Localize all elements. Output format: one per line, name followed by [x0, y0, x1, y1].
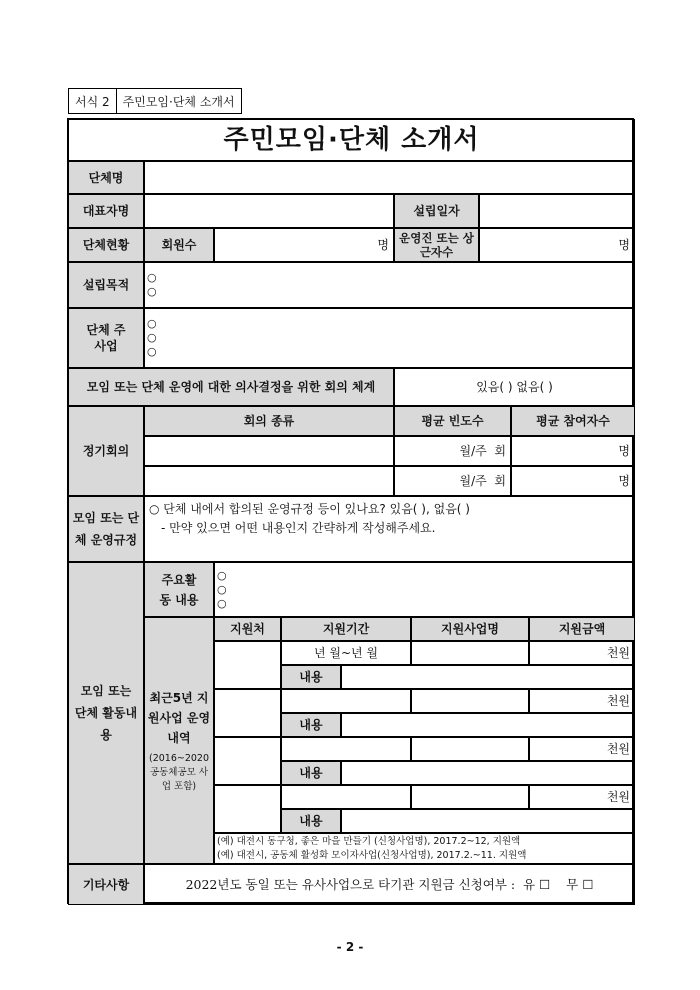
frequency-field[interactable]: 월/주 회 [394, 436, 511, 466]
person-unit: 명 [377, 238, 389, 252]
label-support-amount: 지원금액 [529, 617, 635, 641]
label-activities: 모임 또는 단체 활동내용 [68, 562, 144, 864]
circle-bullet: ○ [217, 596, 227, 610]
label-support-history: 최근5년 지원사업 운영내역 [147, 690, 211, 745]
founding-date-field[interactable] [479, 194, 635, 228]
support-period-field[interactable] [281, 737, 411, 761]
project-name-field[interactable] [411, 737, 529, 761]
label-regular-meeting: 정기회의 [68, 406, 144, 496]
label-main-project: 단체 주사업 [68, 308, 144, 368]
label-status: 단체현황 [68, 228, 144, 262]
support-period-field[interactable]: 년 월~년 월 [281, 641, 411, 665]
circle-bullet: ○ [147, 331, 157, 344]
support-amount-field[interactable]: 천원 [529, 641, 635, 665]
label-etc: 기타사항 [68, 864, 144, 905]
meeting-type-field[interactable] [144, 436, 394, 466]
form-frame [67, 118, 634, 904]
label-avg-participants: 평균 참여자수 [511, 406, 635, 436]
label-content: 내용 [281, 761, 341, 785]
support-history-note: (2016~2020 공동체공모 사업 포함) [148, 752, 210, 792]
rules-question: ○ 단체 내에서 합의된 운영규정 등이 있나요? 있음( ), 없음( ) [149, 502, 470, 516]
etc-field[interactable]: 2022년도 동일 또는 유사사업으로 타기관 지원금 신청여부 : 유 ☐ 무 ☐ [144, 864, 635, 905]
representative-field[interactable] [144, 194, 394, 228]
content-field[interactable] [341, 665, 635, 689]
participants-field[interactable] [511, 436, 635, 466]
page-title: 주민모임·단체 소개서 [68, 119, 635, 161]
label-main-activities: 주요활동 내용 [144, 562, 214, 617]
label-group-name: 단체명 [68, 161, 144, 194]
label-supporter: 지원처 [214, 617, 281, 641]
members-field[interactable] [214, 228, 394, 262]
examples-note [214, 833, 635, 864]
label-content: 내용 [281, 665, 341, 689]
support-amount-field[interactable]: 천원 [529, 689, 635, 713]
example-line: (예) 대전시, 공동체 활성화 모이자사업(신청사업명), 2017.2.~11. 지원액 [217, 849, 527, 861]
support-period-field[interactable] [281, 689, 411, 713]
content-field[interactable] [341, 761, 635, 785]
form-label [68, 88, 242, 114]
form-number: 서식 2 [69, 89, 117, 113]
project-name-field[interactable] [411, 689, 529, 713]
meeting-type-field[interactable] [144, 466, 394, 496]
label-members: 회원수 [144, 228, 214, 262]
main-project-field[interactable] [144, 308, 635, 368]
support-amount-field[interactable]: 천원 [529, 785, 635, 809]
label-founding-date: 설립일자 [394, 194, 479, 228]
circle-bullet: ○ [147, 317, 157, 330]
project-name-field[interactable] [411, 785, 529, 809]
circle-bullet: ○ [217, 582, 227, 596]
person-unit: 명 [618, 474, 630, 488]
label-staff: 운영진 또는 상근자수 [394, 228, 479, 262]
group-name-field[interactable] [144, 161, 635, 194]
circle-bullet: ○ [147, 345, 157, 358]
supporter-field[interactable] [214, 689, 281, 737]
content-field[interactable] [341, 713, 635, 737]
person-unit: 명 [618, 444, 630, 458]
label-content: 내용 [281, 809, 341, 833]
label-content: 내용 [281, 713, 341, 737]
staff-field[interactable] [479, 228, 635, 262]
decision-answer-field[interactable]: 있음( ) 없음( ) [394, 368, 635, 406]
form-name: 주민모임·단체 소개서 [122, 94, 235, 109]
label-meeting-type: 회의 종류 [144, 406, 394, 436]
project-name-field[interactable] [411, 641, 529, 665]
content-field[interactable] [341, 809, 635, 833]
purpose-field[interactable] [144, 262, 635, 308]
supporter-field[interactable] [214, 641, 281, 689]
circle-bullet: ○ [147, 285, 157, 298]
label-purpose: 설립목적 [68, 262, 144, 308]
label-decision-meeting: 모임 또는 단체 운영에 대한 의사결정을 위한 회의 체계 [68, 368, 394, 406]
supporter-field[interactable] [214, 737, 281, 785]
label-representative: 대표자명 [68, 194, 144, 228]
support-period-field[interactable] [281, 785, 411, 809]
label-project-name: 지원사업명 [411, 617, 529, 641]
label-rules: 모임 또는 단체 운영규정 [68, 496, 144, 562]
person-unit: 명 [618, 238, 630, 252]
label-avg-frequency: 평균 빈도수 [394, 406, 511, 436]
rules-instruction: - 만약 있으면 어떤 내용인지 간략하게 작성해주세요. [161, 521, 436, 535]
frequency-field[interactable]: 월/주 회 [394, 466, 511, 496]
circle-bullet: ○ [217, 568, 227, 582]
support-amount-field[interactable]: 천원 [529, 737, 635, 761]
support-history-block [144, 617, 214, 864]
example-line: (예) 대전시 동구청, 좋은 마을 만들기 (신청사업명), 2017.2~12, 지원액 [217, 835, 521, 847]
label-support-period: 지원기간 [281, 617, 411, 641]
main-activities-field[interactable] [214, 562, 635, 617]
page-number: - 2 - [336, 940, 364, 954]
circle-bullet: ○ [147, 271, 157, 284]
supporter-field[interactable] [214, 785, 281, 833]
participants-field[interactable] [511, 466, 635, 496]
rules-field[interactable] [144, 496, 635, 562]
